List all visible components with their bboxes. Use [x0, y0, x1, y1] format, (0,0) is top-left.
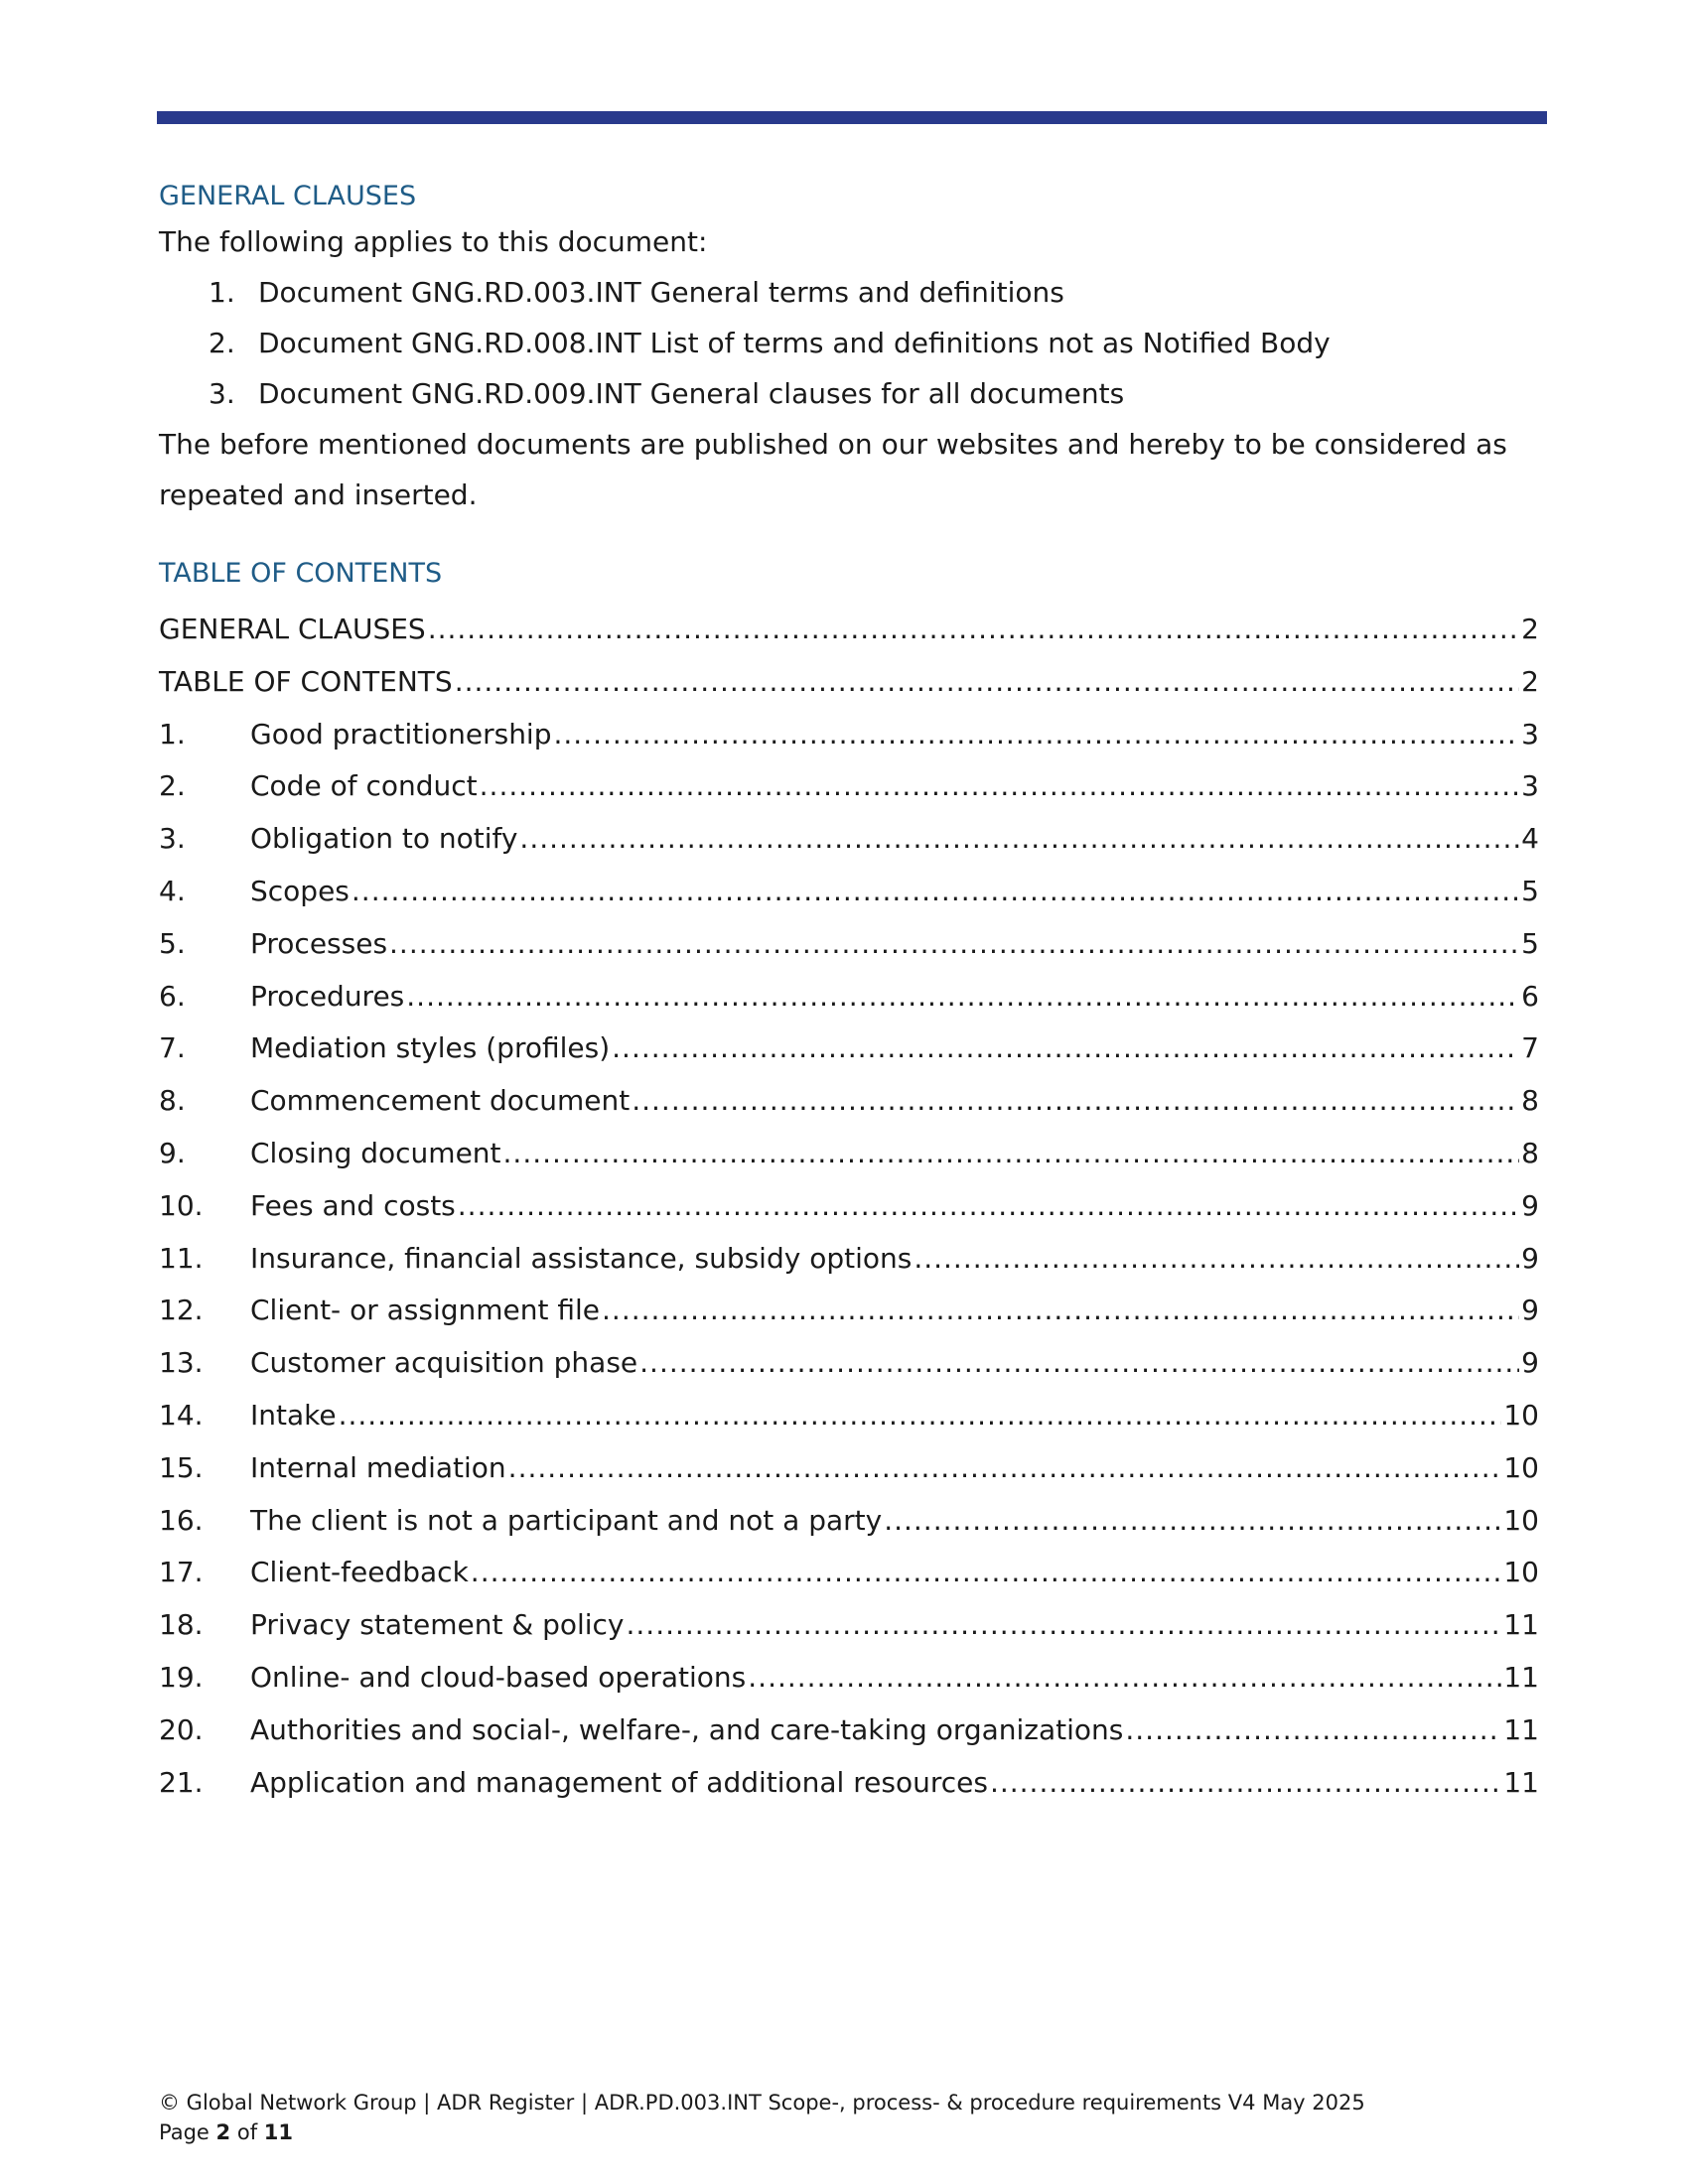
toc-entry-number: 18. [159, 1608, 204, 1642]
toc-entry-page: 10 [1503, 1556, 1539, 1589]
toc-entry-number: 8. [159, 1084, 186, 1118]
toc-entry[interactable] [159, 918, 1539, 971]
toc-entry-number: 4. [159, 874, 186, 907]
toc-dot-leader [1125, 1705, 1501, 1757]
toc-entry[interactable] [159, 1757, 1539, 1810]
toc-dot-leader [471, 1547, 1502, 1599]
toc-entry-title: Scopes [250, 874, 350, 907]
toc-dot-leader [602, 1285, 1519, 1337]
toc-entry-page: 7 [1521, 1031, 1539, 1065]
toc-entry[interactable] [159, 813, 1539, 866]
toc-entry[interactable] [159, 709, 1539, 761]
toc-dot-leader [428, 604, 1519, 656]
toc-entry-number: 9. [159, 1136, 186, 1169]
referenced-document-number: 3. [209, 377, 235, 410]
referenced-document-text: Document GNG.RD.009.INT General clauses for all documents [258, 377, 1125, 410]
toc-entry-title: Intake [250, 1398, 337, 1432]
toc-entry-title: Privacy statement & policy [250, 1608, 625, 1642]
toc-entry-page: 5 [1521, 874, 1539, 907]
toc-entry[interactable] [159, 1390, 1539, 1442]
toc-entry[interactable] [159, 1180, 1539, 1233]
toc-entry-title: Application and management of additional resources [250, 1765, 988, 1799]
toc-dot-leader [352, 866, 1519, 918]
toc-entry-number: 21. [159, 1765, 204, 1799]
toc-entry[interactable] [159, 1547, 1539, 1599]
toc-entry-title: Code of conduct [250, 769, 478, 803]
toc-entry-number: 2. [159, 769, 186, 803]
toc-entry[interactable] [159, 760, 1539, 813]
toc-entry-title: Commencement document [250, 1084, 631, 1118]
toc-dot-leader [632, 1075, 1519, 1128]
toc-dot-leader [406, 971, 1519, 1024]
footer-copyright: © Global Network Group | ADR Register | ADR.PD.003.INT Scope-, process- & procedure requirements V4 May 2025 [159, 2091, 1365, 2115]
toc-dot-leader [914, 1233, 1519, 1286]
toc-entry-title: Insurance, financial assistance, subsidy options [250, 1241, 913, 1275]
toc-entry[interactable] [159, 1285, 1539, 1337]
toc-dot-leader [639, 1337, 1519, 1390]
toc-entry-page: 11 [1503, 1712, 1539, 1746]
toc-entry-number: 15. [159, 1450, 204, 1484]
toc-entry-page: 11 [1503, 1660, 1539, 1694]
toc-entry[interactable] [159, 1337, 1539, 1390]
toc-entry-page: 8 [1521, 1136, 1539, 1169]
toc-entry-page: 9 [1521, 1346, 1539, 1380]
referenced-documents-list [159, 267, 1539, 419]
toc-entry-number: 10. [159, 1188, 204, 1222]
toc-dot-leader [458, 1180, 1519, 1233]
toc-entry[interactable] [159, 1705, 1539, 1757]
toc-entry[interactable] [159, 656, 1539, 709]
general-clauses-heading: GENERAL CLAUSES [159, 181, 417, 211]
footer-page-of: of [236, 2120, 258, 2144]
toc-entry[interactable] [159, 1442, 1539, 1495]
toc-entry-page: 11 [1503, 1765, 1539, 1799]
footer-page-current: 2 [215, 2120, 231, 2144]
toc-entry-page: 10 [1503, 1398, 1539, 1432]
toc-entry-title: Customer acquisition phase [250, 1346, 638, 1380]
toc-entry-number: 5. [159, 926, 186, 960]
page-footer [159, 2088, 1365, 2147]
toc-dot-leader [884, 1495, 1501, 1548]
toc-entry-page: 11 [1503, 1608, 1539, 1642]
toc-entry-number: 1. [159, 717, 186, 751]
toc-entry-number: 13. [159, 1346, 204, 1380]
general-clauses-intro: The following applies to this document: [159, 225, 708, 258]
toc-heading: TABLE OF CONTENTS [159, 558, 443, 589]
toc-dot-leader [627, 1599, 1502, 1652]
toc-dot-leader [339, 1390, 1502, 1442]
toc-entry-page: 9 [1521, 1241, 1539, 1275]
referenced-document-number: 1. [209, 276, 235, 309]
toc-entry[interactable] [159, 1495, 1539, 1548]
toc-entry-page: 2 [1521, 664, 1539, 698]
toc-entry[interactable] [159, 866, 1539, 918]
toc-entry-number: 14. [159, 1398, 204, 1432]
toc-entry[interactable] [159, 1023, 1539, 1075]
toc-entry-page: 10 [1503, 1503, 1539, 1537]
toc-entry-title: The client is not a participant and not a party [250, 1503, 883, 1537]
toc-entry-title: Fees and costs [250, 1188, 456, 1222]
toc-entry-page: 5 [1521, 926, 1539, 960]
table-of-contents [159, 604, 1539, 1809]
toc-entry[interactable] [159, 1599, 1539, 1652]
toc-entry-title: Internal mediation [250, 1450, 506, 1484]
toc-entry-title: GENERAL CLAUSES [159, 613, 426, 645]
toc-entry-title: Procedures [250, 979, 405, 1013]
toc-entry-page: 2 [1521, 613, 1539, 645]
toc-entry-page: 3 [1521, 769, 1539, 803]
toc-dot-leader [389, 918, 1519, 971]
toc-dot-leader [508, 1442, 1502, 1495]
toc-entry-page: 9 [1521, 1188, 1539, 1222]
footer-page-label: Page [159, 2120, 210, 2144]
toc-entry-title: Processes [250, 926, 388, 960]
toc-entry[interactable] [159, 1128, 1539, 1180]
toc-entry-title: Online- and cloud-based operations [250, 1660, 747, 1694]
toc-entry[interactable] [159, 604, 1539, 656]
toc-entry[interactable] [159, 1233, 1539, 1286]
toc-entry-title: Mediation styles (profiles) [250, 1031, 611, 1065]
toc-entry-title: Good practitionership [250, 717, 552, 751]
toc-entry-title: TABLE OF CONTENTS [159, 664, 453, 698]
toc-entry[interactable] [159, 1652, 1539, 1705]
toc-entry-number: 11. [159, 1241, 204, 1275]
toc-entry[interactable] [159, 971, 1539, 1024]
toc-dot-leader [612, 1023, 1519, 1075]
toc-dot-leader [990, 1757, 1501, 1810]
toc-entry-title: Authorities and social-, welfare-, and care-taking organizations [250, 1712, 1124, 1746]
toc-entry-title: Client- or assignment file [250, 1294, 601, 1327]
toc-dot-leader [455, 656, 1519, 709]
referenced-document [159, 318, 1539, 368]
toc-entry[interactable] [159, 1075, 1539, 1128]
toc-entry-page: 8 [1521, 1084, 1539, 1118]
toc-entry-title: Closing document [250, 1136, 501, 1169]
toc-entry-title: Client-feedback [250, 1556, 469, 1589]
toc-entry-number: 16. [159, 1503, 204, 1537]
referenced-document [159, 368, 1539, 419]
toc-dot-leader [503, 1128, 1520, 1180]
page-content [159, 177, 1539, 1809]
toc-entry-title: Obligation to notify [250, 822, 518, 856]
toc-dot-leader [480, 760, 1520, 813]
toc-entry-page: 4 [1521, 822, 1539, 856]
toc-entry-number: 3. [159, 822, 186, 856]
toc-entry-page: 9 [1521, 1294, 1539, 1327]
toc-dot-leader [748, 1652, 1501, 1705]
referenced-document-number: 2. [209, 327, 235, 359]
toc-dot-leader [519, 813, 1519, 866]
toc-entry-page: 10 [1503, 1450, 1539, 1484]
footer-page-number [159, 2117, 1365, 2147]
toc-entry-number: 6. [159, 979, 186, 1013]
toc-entry-number: 20. [159, 1712, 204, 1746]
toc-entry-number: 17. [159, 1556, 204, 1589]
toc-dot-leader [554, 709, 1520, 761]
toc-entry-number: 7. [159, 1031, 186, 1065]
referenced-document [159, 267, 1539, 318]
toc-entry-number: 12. [159, 1294, 204, 1327]
toc-entry-page: 3 [1521, 717, 1539, 751]
referenced-document-text: Document GNG.RD.008.INT List of terms and definitions not as Notified Body [258, 327, 1331, 359]
toc-entry-page: 6 [1521, 979, 1539, 1013]
referenced-document-text: Document GNG.RD.003.INT General terms and definitions [258, 276, 1064, 309]
header-rule [157, 111, 1547, 124]
footer-page-total: 11 [263, 2120, 294, 2144]
toc-entry-number: 19. [159, 1660, 204, 1694]
general-clauses-closing: The before mentioned documents are published on our websites and hereby to be considered as repeated and inserted. [159, 428, 1507, 511]
